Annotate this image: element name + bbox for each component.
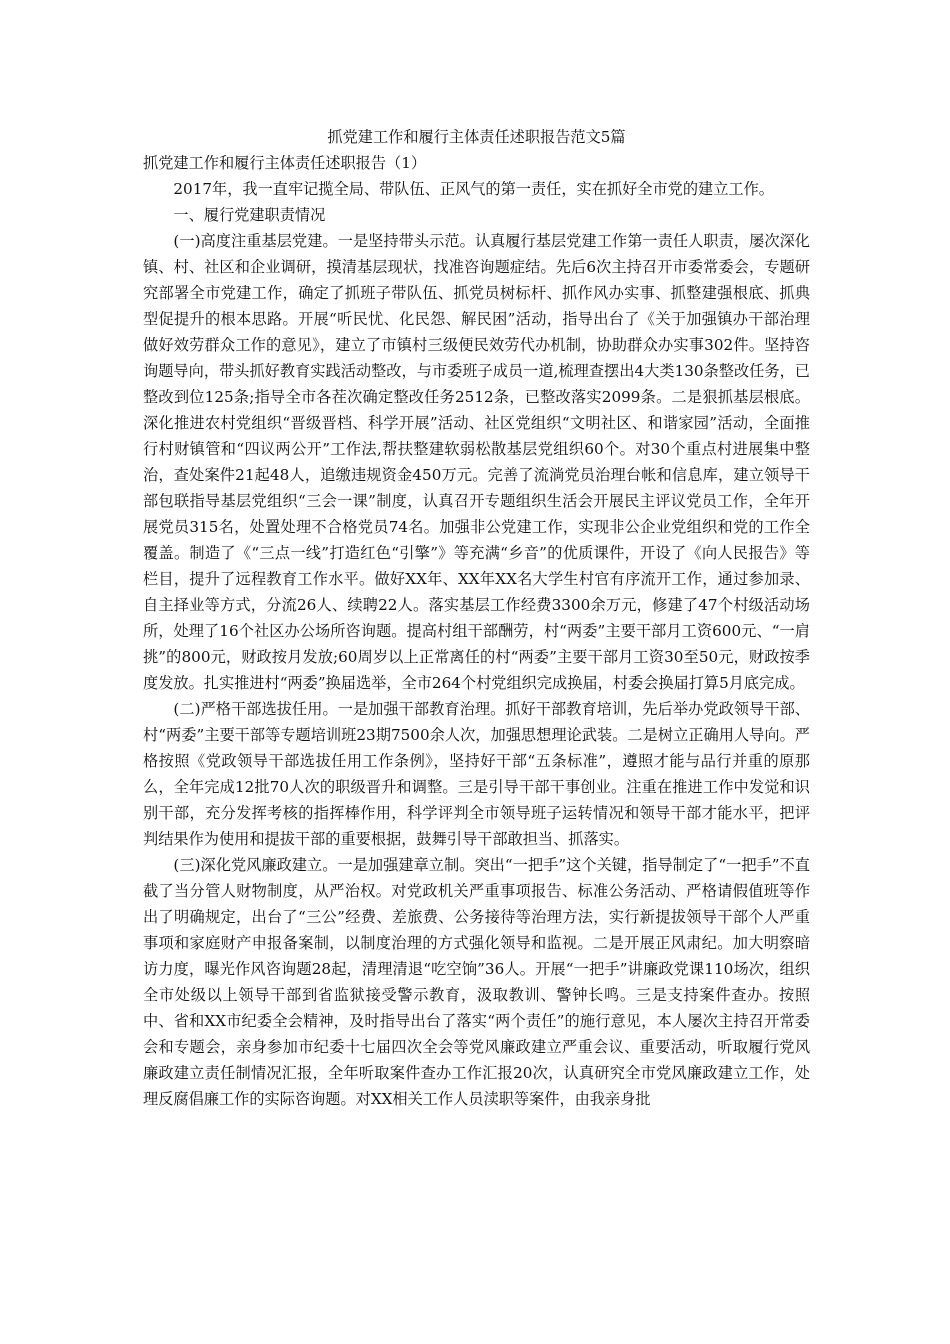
section-heading: 一、履行党建职责情况 bbox=[173, 206, 326, 224]
paragraph-cadre-selection: (二)严格干部选拔任用。一是加强干部教育治理。抓好干部教育培训，先后举办党政领导干部、村“两委”主要干部等专题培训班23期7500余人次，加强思想理论武装。二是树立正确用人导向。严格按照《党政领导干部选拔任用工作条例》，坚持好干部“五条标准”，遵照才能与品行并重的原那么，全年完成12批70人次的职级晋升和调整。三是引导干部干事创业。注重在推进工作中发觉和识别干部，充分发挥考核的指挥棒作用，科学评判全市领导班子运转情况和领导干部才能水平，把评判结果作为使用和提拔干部的重要根据，鼓舞引导干部敢担当、抓落实。 bbox=[143, 700, 810, 848]
paragraph-intro: 2017年，我一直牢记揽全局、带队伍、正风气的第一责任，实在抓好全市党的建立工作。 bbox=[173, 180, 774, 198]
document-subtitle: 抓党建工作和履行主体责任述职报告（1） bbox=[143, 154, 427, 172]
paragraph-integrity: (三)深化党风廉政建立。一是加强建章立制。突出“一把手”这个关键，指导制定了“一把手”不直截了当分管人财物制度，从严治权。对党政机关严重事项报告、标准公务活动、严格请假值班等作出了明确规定，出台了“三公”经费、差旅费、公务接待等治理方法，实行新提拔领导干部个人严重事项和家庭财产申报备案制，以制度治理的方式强化领导和监视。二是开展正风肃纪。加大明察暗访力度，曝光作风咨询题28起，清理清退“吃空饷”36人。开展“一把手”讲廉政党课110场次，组织全市处级以上领导干部到省监狱接受警示教育，汲取教训、警钟长鸣。三是支持案件查办。按照中、省和XX市纪委全会精神，及时指导出台了落实“两个责任”的施行意见，本人屡次主持召开常委会和专题会，亲身参加市纪委十七届四次全会等党风廉政建立严重会议、重要活动，听取履行党风廉政建立责任制情况汇报，全年听取案件查办工作汇报20次，认真研究全市党风廉政建立工作，处理反腐倡廉工作的实际咨询题。对XX相关工作人员渎职等案件，由我亲身批 bbox=[143, 856, 810, 1108]
paragraph-grassroots: (一)高度注重基层党建。一是坚持带头示范。认真履行基层党建工作第一责任人职责，屡次深化镇、村、社区和企业调研，摸清基层现状，找准咨询题症结。先后6次主持召开市委常委会，专题研究部署全市党建工作，确定了抓班子带队伍、抓党员树标杆、抓作风办实事、抓整建强根底、抓典型促提升的根本思路。开展“听民忧、化民怨、解民困”活动，指导出台了《关于加强镇办干部治理做好效劳群众工作的意见》，建立了市镇村三级便民效劳代办机制，协助群众办实事302件。坚持咨询题导向，带头抓好教育实践活动整改，与市委班子成员一道,梳理查摆出4大类130条整改任务，已整改到位125条;指导全市各茬次确定整改任务2512条，已整改落实2099条。二是狠抓基层根底。深化推进农村党组织“晋级晋档、科学开展”活动、社区党组织“文明社区、和谐家园”活动，全面推行村财镇管和“四议两公开”工作法,帮扶整建软弱松散基层党组织60个。对30个重点村进展集中整治，查处案件21起48人，追缴违规资金450万元。完善了流淌党员治理台帐和信息库，建立领导干部包联指导基层党组织“三会一课”制度，认真召开专题组织生活会开展民主评议党员工作，全年开展党员315名，处置处理不合格党员74名。加强非公党建工作，实现非公企业党组织和党的工作全覆盖。制造了《“三点一线”打造红色“引擎”》等充满“乡音”的优质课件，开设了《向人民报告》等栏目，提升了远程教育工作水平。做好XX年、XX年XX名大学生村官有序流开工作，通过参加录、自主择业等方式，分流26人、续聘22人。落实基层工作经费3300余万元，修建了47个村级活动场所，处理了16个社区办公场所咨询题。提高村组干部酬劳，村“两委”主要干部月工资600元、“一肩挑”的800元，财政按月发放;60周岁以上正常离任的村“两委”主要干部月工资30至50元，财政按季度发放。扎实推进村“两委”换届选举，全市264个村党组织完成换届，村委会换届打算5月底完成。 bbox=[143, 232, 810, 692]
document-title: 抓党建工作和履行主体责任述职报告范文5篇 bbox=[327, 128, 626, 146]
